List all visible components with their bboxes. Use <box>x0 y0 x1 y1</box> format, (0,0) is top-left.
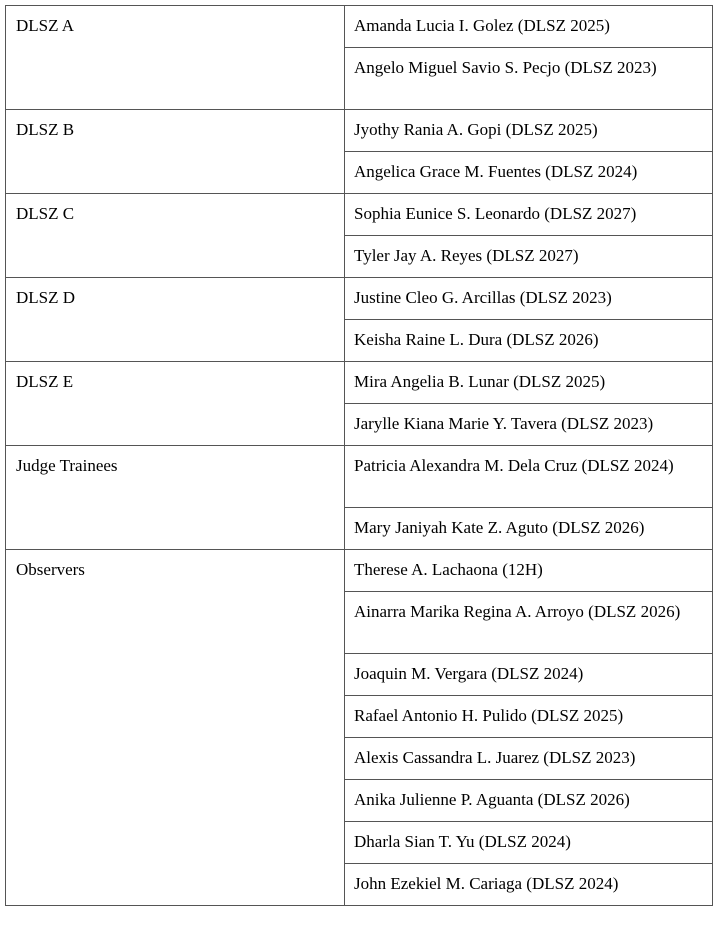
group-name-cell: DLSZ C <box>6 194 345 278</box>
roster-table <box>5 5 713 906</box>
member-cell: Therese A. Lachaona (12H) <box>345 550 713 592</box>
member-cell: Anika Julienne P. Aguanta (DLSZ 2026) <box>345 780 713 822</box>
member-cell: Patricia Alexandra M. Dela Cruz (DLSZ 2024) <box>345 446 713 508</box>
member-cell: Amanda Lucia I. Golez (DLSZ 2025) <box>345 6 713 48</box>
member-cell: Jyothy Rania A. Gopi (DLSZ 2025) <box>345 110 713 152</box>
member-cell: Joaquin M. Vergara (DLSZ 2024) <box>345 654 713 696</box>
table-row <box>6 550 713 592</box>
group-name-cell: DLSZ A <box>6 6 345 110</box>
member-cell: Rafael Antonio H. Pulido (DLSZ 2025) <box>345 696 713 738</box>
table-row <box>6 278 713 320</box>
member-cell: Angelica Grace M. Fuentes (DLSZ 2024) <box>345 152 713 194</box>
table-row <box>6 446 713 508</box>
member-cell: Tyler Jay A. Reyes (DLSZ 2027) <box>345 236 713 278</box>
member-cell: Jarylle Kiana Marie Y. Tavera (DLSZ 2023) <box>345 404 713 446</box>
member-cell: John Ezekiel M. Cariaga (DLSZ 2024) <box>345 864 713 906</box>
group-name-cell: Observers <box>6 550 345 906</box>
member-cell: Ainarra Marika Regina A. Arroyo (DLSZ 2026) <box>345 592 713 654</box>
member-cell: Dharla Sian T. Yu (DLSZ 2024) <box>345 822 713 864</box>
table-row <box>6 110 713 152</box>
member-cell: Angelo Miguel Savio S. Pecjo (DLSZ 2023) <box>345 48 713 110</box>
member-cell: Keisha Raine L. Dura (DLSZ 2026) <box>345 320 713 362</box>
group-name-cell: DLSZ E <box>6 362 345 446</box>
member-cell: Sophia Eunice S. Leonardo (DLSZ 2027) <box>345 194 713 236</box>
member-cell: Mira Angelia B. Lunar (DLSZ 2025) <box>345 362 713 404</box>
group-name-cell: DLSZ B <box>6 110 345 194</box>
member-cell: Alexis Cassandra L. Juarez (DLSZ 2023) <box>345 738 713 780</box>
member-cell: Justine Cleo G. Arcillas (DLSZ 2023) <box>345 278 713 320</box>
table-row <box>6 362 713 404</box>
member-cell: Mary Janiyah Kate Z. Aguto (DLSZ 2026) <box>345 508 713 550</box>
group-name-cell: DLSZ D <box>6 278 345 362</box>
table-row <box>6 194 713 236</box>
table-row <box>6 6 713 48</box>
group-name-cell: Judge Trainees <box>6 446 345 550</box>
